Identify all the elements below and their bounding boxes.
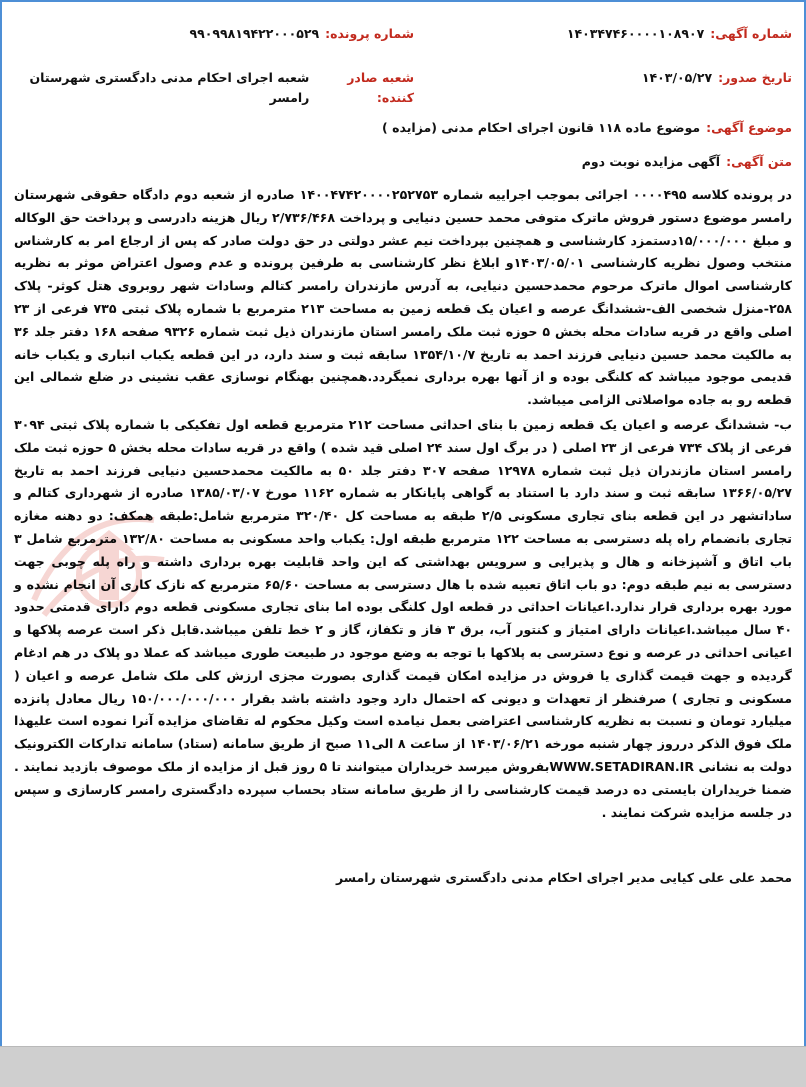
bottom-bar xyxy=(0,1046,806,1087)
issue-date xyxy=(432,68,792,90)
meta-row-2 xyxy=(14,68,792,105)
text-heading-row xyxy=(14,152,792,172)
case-number-label: شماره پرونده: xyxy=(325,26,414,41)
body-paragraph-b: ب- ششدانگ عرصه و اعیان یک قطعه زمین با بنای احداثی مساحت ۲۱۲ مترمربع قطعه اول تفکیکی با شماره پلاک ثبتی ۳۰۹۴ فرعی از پلاک ۷۳۴ فرعی از ۲۳ اصلی ( در برگ اول سند ۲۴ اصلی قید شده ) واقع در قریه سادات محله بخش ۵ حوزه ثبت ملک رامسر استان مازندران ذیل ثبت شماره ۱۲۹۷۸ صفحه ۳۰۷ دفتر جلد ۵۰ به مالکیت محمدحسین دنیایی فرزند احمد به تاریخ ۱۳۶۶/۰۵/۲۷ سابقه ثبت و سند دارد با استناد به گواهی پایانکار به شماره ۱۱۶۲ مورخ ۱۳۸۵/۰۳/۰۷ صادره از شهرداری کتالم و ساداتشهر در این قطعه بنای تجاری مسکونی ۲/۵ طبقه به مساحت کل ۳۲۰/۴۰ مترمربع شامل:طبقه همکف: دو دهنه مغازه تجاری بانضمام راه پله دسترسی به مساحت ۱۲۲ مترمربع طبقه اول: یکباب واحد مسکونی به مساحت ۱۳۲/۸۰ مترمربع شامل ۳ باب اتاق و آشپزخانه و هال و پذیرایی و سرویس بهداشتی که این واحد قابلیت بهره برداری داشته و راه پله چوبی جهت دسترسی به نیم طبقه دوم: دو باب اتاق تعبیه شده با هال دسترسی به مساحت ۶۵/۶۰ مترمربع که نازک کاری آن انجام نشده و مورد بهره برداری قرار ندارد.اعیانات احداثی در قطعه اول کلنگی بوده اما بنای تجاری مسکونی قطعه دوم دارای قدمتی حدود ۴۰ سال میباشد.اعیانات دارای امتیاز و کنتور آب، برق ۳ فاز و تکفاز، گاز و ۲ خط تلفن میباشد.قابل ذکر است عرصه پلاکها و اعیانی احداثی در عرصه و نوع دسترسی به پلاکها با توجه به وضع موجود در طبیعت طوری میباشد که عملا دو پلاک در هم ادغام گردیده و جهت قیمت گذاری یا فروش در مزایده امکان قیمت گذاری بصورت مجزی ارزش کلی ملک شامل عرصه و اعیان ( مسکونی و تجاری ) صرفنظر از تعهدات و دیونی که احتمال دارد وجود داشته باشد بقرار ۱۵۰/۰۰۰/۰۰۰/۰۰۰ ریال معادل پانزده میلیارد تومان و نسبت به نظریه کارشناسی اعتراضی بعمل نیامده است وکیل محکوم له تقاضای مزایده آنرا نموده است علیهذا ملک فوق الذکر درروز چهار شنبه مورخه ۱۴۰۳/۰۶/۲۱ از ساعت ۸ الی۱۱ صبح از طریق سامانه (ستاد) سامانه تدارکات الکترونیک دولت به نشانی WWW.SETADIRAN.IRبفروش میرسد خریداران میتوانند تا ۵ روز قبل از مزایده از ملک موصوف بازدید نمایند . ضمنا خریداران بایستی ده درصد قیمت کارشناسی را از طریق سامانه ستاد بحساب سپرده دادگستری رامسر کارسازی و سپس در جلسه مزایده شرکت نمایند . xyxy=(14,416,793,820)
issue-date-value: ۱۴۰۳/۰۵/۲۷ xyxy=(641,70,713,85)
ad-number xyxy=(432,24,792,46)
case-number xyxy=(14,24,414,46)
meta-row-1 xyxy=(14,24,792,46)
text-heading-label: متن آگهی: xyxy=(726,154,792,169)
subject-label: موضوع آگهی: xyxy=(706,120,792,135)
subject-row xyxy=(14,118,792,138)
issuer xyxy=(14,68,414,105)
issuer-value: شعبه اجرای احکام مدنی دادگستری شهرستان رامسر xyxy=(29,70,310,105)
ad-number-label: شماره آگهی: xyxy=(710,26,792,41)
ad-number-value: ۱۴۰۳۴۷۴۶۰۰۰۰۱۰۸۹۰۷ xyxy=(566,26,705,41)
subject-value: موضوع ماده ۱۱۸ قانون اجرای احکام مدنی (مزایده ) xyxy=(382,120,701,135)
issuer-label: شعبه صادر کننده: xyxy=(347,70,414,105)
signature: محمد علی علی کیایی مدیر اجرای احکام مدنی دادگستری شهرستان رامسر xyxy=(335,870,792,886)
case-number-value: ۹۹۰۹۹۸۱۹۴۲۲۰۰۰۵۲۹ xyxy=(189,26,320,41)
document-content xyxy=(14,24,792,888)
text-heading-value: آگهی مزایده نوبت دوم xyxy=(581,154,721,169)
ad-body xyxy=(14,184,792,824)
body-paragraph-a: در پرونده کلاسه ۰۰۰۰۴۹۵ اجرائی بموجب اجراییه شماره ۱۴۰۰۴۷۴۲۰۰۰۰۲۵۲۷۵۳ صادره از شعبه دوم دادگاه حقوقی شهرستان رامسر موضوع دستور فروش ماترک متوفی محمد حسین دنیایی و پرداخت ۲/۷۳۶/۴۶۸ ریال هزینه دادرسی و پرداخت حق الوکاله و مبلغ ۱۵/۰۰۰/۰۰۰دستمزد کارشناسی و همچنین بپرداخت نیم عشر دولتی در حق دولت صادر که پس از ارجاع امر به کارشناس منتخب وصول نظریه کارشناسی ۱۴۰۳/۰۵/۰۱و ابلاغ نظر کارشناسی به طرفین پرونده و عدم وصول اعتراض موثر به نظریه کارشناسی اموال ماترک مرحوم محمدحسین دنیایی، به آدرس مازندران رامسر کتالم وسادات شهر روبروی هتل کوثر- پلاک ۲۵۸-منزل شخصی الف-ششدانگ عرصه و اعیان یک قطعه زمین به مساحت ۲۱۳ مترمربع با شماره پلاک ثبتی ۷۳۵ فرعی از ۲۳ اصلی واقع در قریه سادات محله بخش ۵ حوزه ثبت ملک رامسر استان مازندران ذیل ثبت شماره ۹۳۲۶ صفحه ۱۶۸ دفتر جلد ۳۶ به مالکیت محمد حسین دنیایی فرزند احمد به تاریخ ۱۳۵۴/۱۰/۷ سابقه ثبت و سند دارد، در این قطعه یکباب انباری و یکباب خانه قدیمی موجود میباشد که کلنگی بوده و از آنها بهره برداری نمیگردد.همچنین بهنگام نوسازی عقب نشینی در ضلع شمالی این قطعه رو به جاده مواصلاتی الزامی میباشد. xyxy=(14,187,793,408)
issue-date-label: تاریخ صدور: xyxy=(718,70,792,85)
